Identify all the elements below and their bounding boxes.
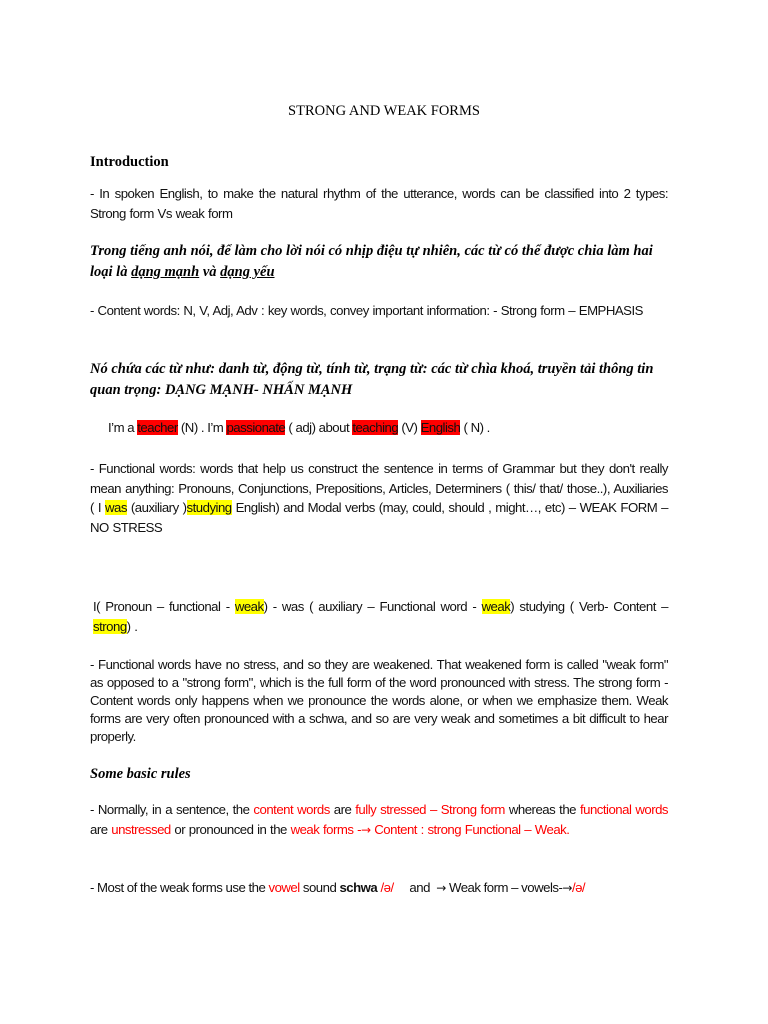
page-title: STRONG AND WEAK FORMS [288, 103, 480, 119]
rule-2-paragraph: - Most of the weak forms use the vowel sound schwa /ə/ and → Weak form – vowels-→/ə/ [90, 880, 586, 895]
highlight-studying: studying [186, 500, 232, 515]
highlight-weak-1: weak [234, 599, 264, 614]
content-words-paragraph: - Content words: N, V, Adj, Adv : key words, convey important information: - Strong form – EMPHASIS [90, 303, 643, 318]
right-arrow-icon: → [361, 822, 371, 837]
rule-1-paragraph: - Normally, in a sentence, the content words are fully stressed – Strong form whereas the functional words are unstressed or pronounced in the weak forms -→ Content : strong Functional – Weak. [90, 802, 669, 837]
basic-rules-heading: Some basic rules [90, 766, 191, 782]
highlight-was: was [104, 500, 127, 515]
highlight-teacher: teacher [137, 420, 178, 435]
vietnamese-paragraph-1: Trong tiếng anh nói, để làm cho lời nói có nhịp điệu tự nhiên, các từ có thể được chia làm hai loại là dạng mạnh và dạng yếu [90, 243, 653, 280]
introduction-heading: Introduction [90, 154, 169, 170]
vietnamese-paragraph-2: Nó chứa các từ như: danh từ, động từ, tính từ, trạng từ: các từ chìa khoá, truyền tải thông tin quan trọng: DẠNG MẠNH- NHẤN MẠNH [90, 361, 654, 398]
right-arrow-icon: → [436, 881, 446, 895]
right-arrow-icon: → [562, 881, 572, 895]
intro-paragraph: - In spoken English, to make the natural rhythm of the utterance, words can be classified into 2 types: Strong form Vs weak form [90, 186, 668, 221]
example-sentence-2: I( Pronoun – functional - weak) - was ( auxiliary – Functional word - weak) studying ( Verb- Content – strong) . [93, 599, 668, 634]
highlight-passionate: passionate [226, 420, 286, 435]
highlight-weak-2: weak [481, 599, 511, 614]
highlight-strong: strong [93, 618, 127, 634]
example-sentence-1: I’m a teacher (N) . I’m passionate ( adj) about teaching (V) English ( N) . [108, 420, 490, 435]
highlight-teaching: teaching [352, 420, 399, 435]
functional-words-paragraph: - Functional words: words that help us construct the sentence in terms of Grammar but they don't really mean anything: Pronouns, Conjunctions, Prepositions, Articles, Determiners ( this/ that/ those..), Auxiliaries ( I was (auxiliary )studying English) and Modal verbs (may, could, should , might…, etc) – WEAK FORM – NO STRESS [90, 461, 669, 535]
highlight-english: English [420, 420, 461, 435]
weak-form-vi: dạng yếu [220, 264, 275, 280]
strong-form-vi: dạng mạnh [131, 264, 200, 280]
weakened-paragraph: - Functional words have no stress, and so they are weakened. That weakened form is called "weak form" as opposed to a "strong form", which is the full form of the word pronounced with stress. The strong form - Content words only happens when we pronounce the words alone, or when we emphasize them. Weak forms are very often pronounced with a schwa, and so are very weak and sometimes a bit difficult to hear properly. [90, 657, 668, 744]
